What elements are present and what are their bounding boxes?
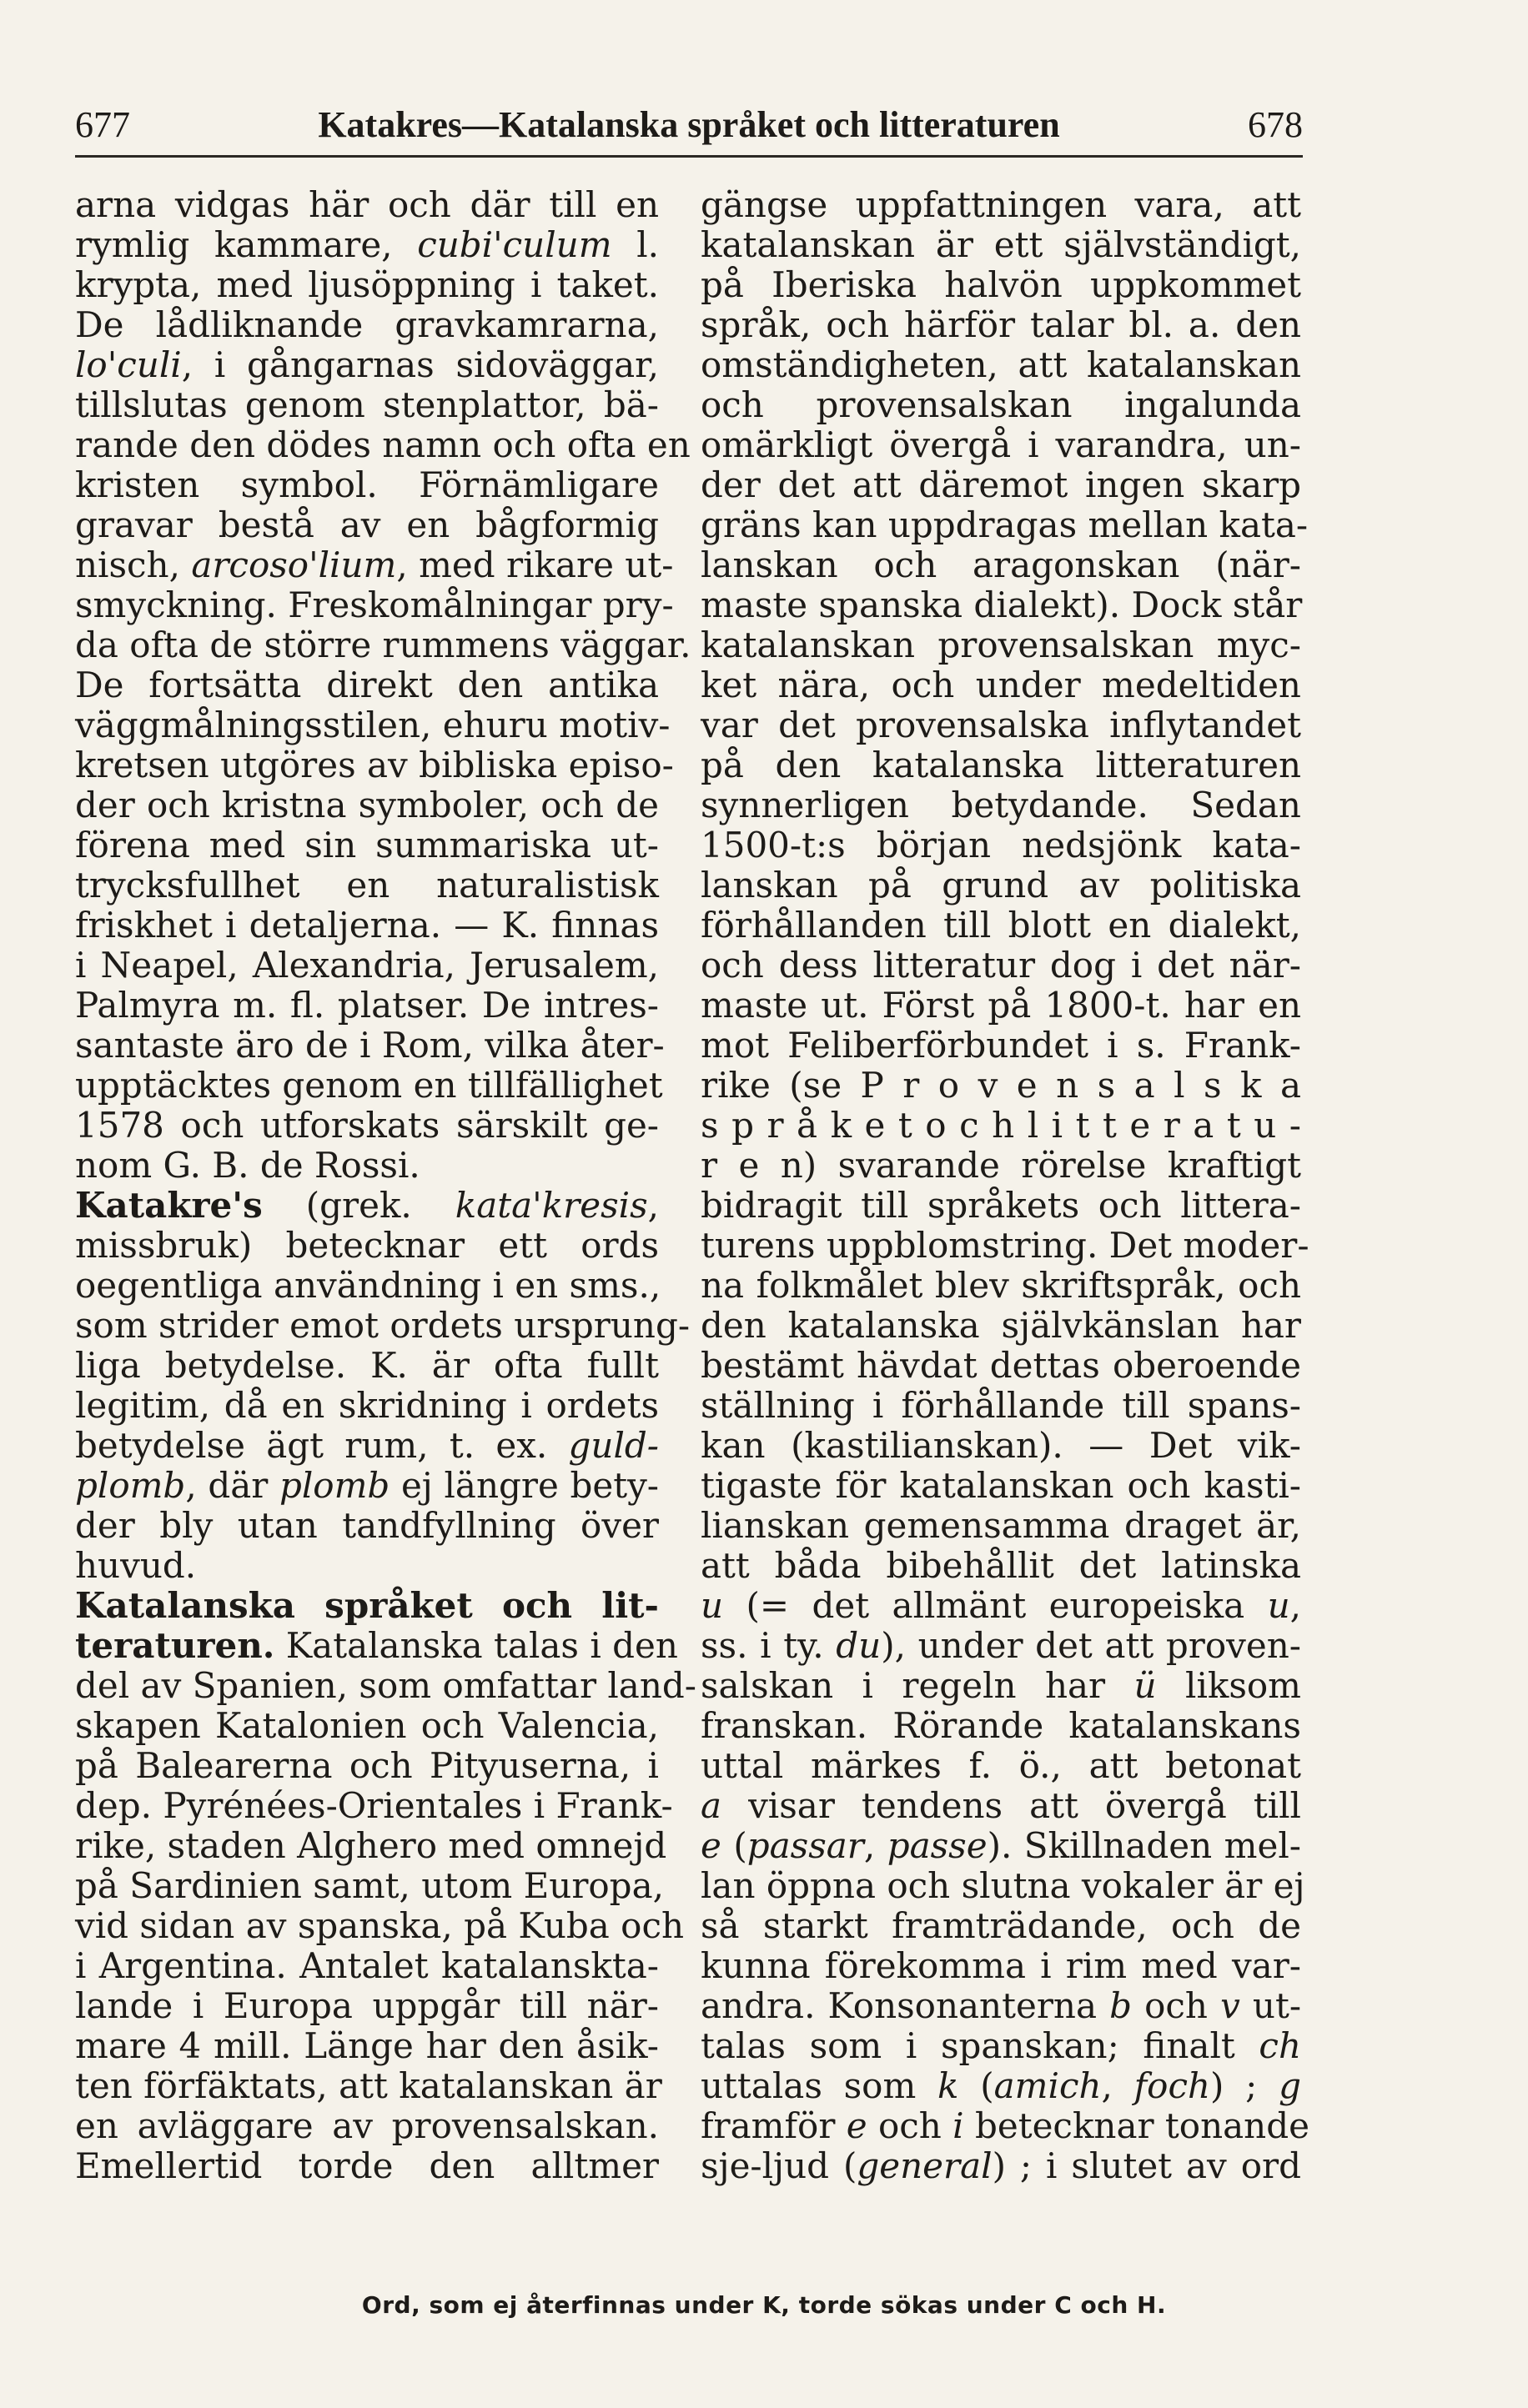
text-segment: , med rikare ut- [396, 544, 674, 585]
footnote: Ord, som ej återfinnas under K, torde sökas under C och H. [361, 2291, 1167, 2319]
text-segment: Katakre's [75, 1185, 263, 1226]
left-column [75, 184, 696, 2186]
text-segment: bestämt hävdat dettas oberoende [701, 1345, 1301, 1386]
text-segment: ut- [1239, 1985, 1302, 2026]
text-segment: rymlig kammare, [75, 224, 418, 265]
text-segment: u [1267, 1585, 1290, 1626]
text-segment: santaste äro de i Rom, vilka åter- [75, 1025, 665, 1066]
text-line [701, 1865, 1305, 1906]
text-segment: synnerligen betydande. Sedan [701, 785, 1301, 825]
text-segment: rike (se P r o v e n s a l s k a [701, 1065, 1301, 1106]
text-segment: da ofta de större rummens väggar. [75, 625, 691, 665]
text-segment: ü [1133, 1665, 1157, 1706]
text-line [701, 2026, 1301, 2066]
text-line [701, 305, 1301, 345]
running-title: Katakres—Katalanska språket och litteraturen [318, 104, 1060, 145]
text-segment: oegentliga användning i en sms., [75, 1265, 661, 1306]
text-segment: vid sidan av spanska, på Kuba och [75, 1905, 685, 1946]
text-line [75, 544, 674, 585]
text-segment: trycksfullhet en naturalistisk [75, 865, 659, 906]
text-segment: mot Feliberförbundet i s. Frank- [701, 1025, 1301, 1066]
text-segment: der och kristna symboler, och de [75, 785, 659, 825]
text-line [701, 2146, 1301, 2186]
text-segment: och provensalskan ingalunda [701, 384, 1301, 425]
text-line [701, 1706, 1301, 1746]
text-segment: ( [958, 2065, 994, 2106]
text-line [75, 825, 659, 865]
text-segment: der bly utan tandfyllning över [75, 1505, 659, 1546]
text-line [75, 625, 691, 665]
text-segment: ej längre bety- [390, 1465, 660, 1506]
text-segment: r e n) svarande rörelse kraftigt [701, 1145, 1301, 1186]
text-segment: lanskan och aragonskan (när- [701, 544, 1301, 585]
text-line [75, 185, 659, 225]
text-line [701, 1426, 1301, 1466]
text-segment: ch [1259, 2025, 1301, 2066]
text-segment: lanskan på grund av politiska [701, 865, 1301, 906]
text-line [75, 1785, 673, 1826]
text-line [701, 705, 1301, 745]
text-line [75, 1266, 659, 1306]
text-segment: der det att däremot ingen skarp [701, 464, 1301, 505]
text-segment: ). Skillnaden mel- [987, 1825, 1301, 1866]
text-line [701, 1026, 1301, 1066]
text-line [701, 1746, 1301, 1786]
text-line [75, 1506, 659, 1546]
text-segment: , [647, 1185, 659, 1226]
text-line [701, 185, 1301, 225]
text-segment: maste ut. Först på 1800-t. har en [701, 985, 1301, 1026]
text-segment: cubi'culum [417, 224, 612, 265]
text-segment: skapen Katalonien och Valencia, [75, 1705, 659, 1746]
text-segment: betecknar tonande [963, 2105, 1309, 2146]
text-segment: b [1109, 1985, 1132, 2026]
text-line [701, 2105, 1309, 2146]
text-segment: rande den dödes namn och ofta en [75, 424, 691, 465]
text-segment: lan öppna och slutna vokaler är ej [701, 1865, 1305, 1906]
text-segment: Katalanska språket och lit- [75, 1585, 659, 1626]
text-segment: De fortsätta direkt den antika [75, 665, 659, 705]
text-line [701, 745, 1301, 785]
text-line [701, 1546, 1301, 1586]
text-segment: Emellertid torde den alltmer [75, 2145, 659, 2186]
text-line [701, 2066, 1301, 2106]
text-segment: turens uppblomstring. Det moder- [701, 1225, 1309, 1266]
text-segment: i Neapel, Alexandria, Jerusalem, [75, 945, 659, 986]
text-segment: krypta, med ljusöppning i taket. [75, 264, 659, 305]
text-line [75, 1346, 659, 1386]
text-segment: huvud. [75, 1545, 197, 1586]
text-line [75, 865, 659, 906]
text-segment: smyckning. Freskomålningar pry- [75, 584, 674, 625]
text-segment: kunna förekomma i rim med var- [701, 1945, 1301, 1986]
text-line [75, 345, 659, 385]
text-segment: ten förfäktats, att katalanskan är [75, 2065, 662, 2106]
text-segment: nom G. B. de Rossi. [75, 1145, 420, 1186]
text-segment: upptäcktes genom en tillfällighet [75, 1065, 663, 1106]
text-segment: talas som i spanskan; finalt [701, 2025, 1259, 2066]
text-segment: salskan i regeln har [701, 1665, 1134, 1706]
header-rule [75, 155, 1303, 158]
text-line [75, 1025, 665, 1066]
text-segment: u [701, 1585, 724, 1626]
text-line [75, 1905, 685, 1946]
text-segment: k [937, 2065, 959, 2106]
text-segment: a [701, 1785, 722, 1826]
text-line [701, 1106, 1301, 1146]
text-segment: lianskan gemensamma draget är, [701, 1505, 1301, 1546]
text-segment: s p r å k e t o c h l i t t e r a t u - [701, 1105, 1301, 1146]
text-segment: på Sardinien samt, utom Europa, [75, 1865, 664, 1906]
text-line [75, 265, 659, 305]
text-line [75, 1625, 678, 1666]
text-segment: du [836, 1625, 882, 1666]
text-segment: arna vidgas här och där till en [75, 184, 659, 225]
text-segment: ket nära, och under medeltiden [701, 665, 1301, 705]
text-line [701, 1666, 1301, 1706]
text-line [701, 1146, 1301, 1186]
text-segment: betydelse ägt rum, t. ex. [75, 1425, 569, 1466]
text-line [701, 625, 1301, 665]
text-segment: passar [746, 1825, 864, 1866]
text-line [75, 1706, 659, 1746]
text-line [75, 1665, 696, 1706]
text-segment: kretsen utgöres av bibliska episo- [75, 745, 674, 785]
text-segment: på den katalanska litteraturen [701, 745, 1301, 785]
text-line [75, 2026, 659, 2066]
text-segment: andra. Konsonanterna [701, 1985, 1110, 2026]
text-segment: lo'culi [75, 344, 182, 385]
text-line [75, 1986, 659, 2026]
text-line [75, 2065, 662, 2106]
text-line [701, 1346, 1301, 1386]
text-segment: gravar bestå av en bågformig [75, 504, 659, 545]
text-line [701, 1986, 1301, 2026]
text-segment: friskhet i detaljerna. — K. finnas [75, 905, 659, 946]
text-line [701, 225, 1301, 265]
text-line [75, 1466, 659, 1506]
text-line [701, 504, 1309, 545]
text-segment: , i gångarnas sidoväggar, [181, 344, 659, 385]
text-segment: ( [721, 1825, 747, 1866]
text-segment: e [701, 1825, 721, 1866]
text-segment: (= det allmänt europeiska [723, 1585, 1268, 1626]
text-segment: teraturen. [75, 1625, 275, 1666]
text-segment: legitim, då en skridning i ordets [75, 1385, 659, 1426]
text-segment: missbruk) betecknar ett ords [75, 1225, 659, 1266]
text-line [701, 1466, 1301, 1506]
text-segment: , [1101, 2065, 1134, 2106]
text-line [701, 1506, 1301, 1546]
text-segment: l. [611, 224, 659, 265]
text-segment: franskan. Rörande katalanskans [701, 1705, 1301, 1746]
text-segment: plomb [279, 1465, 390, 1506]
text-segment: ställning i förhållande till spans- [701, 1385, 1301, 1426]
text-segment: mare 4 mill. Länge har den åsik- [75, 2025, 659, 2066]
text-line [701, 585, 1301, 625]
text-line [701, 1586, 1301, 1626]
text-segment: passe [887, 1825, 988, 1866]
text-line [75, 906, 659, 946]
text-line [701, 906, 1301, 946]
text-segment: ss. i ty. [701, 1625, 837, 1666]
text-line [75, 1426, 659, 1466]
text-segment: ) ; i slutet av ord [992, 2145, 1301, 2186]
text-segment: ), under det att proven- [881, 1625, 1301, 1666]
text-line [75, 745, 674, 785]
text-segment: katalanskan provensalskan myc- [701, 625, 1301, 665]
text-line [701, 825, 1301, 865]
text-line [75, 1946, 659, 1986]
text-line [701, 1826, 1301, 1866]
text-segment: foch [1133, 2065, 1211, 2106]
text-segment: att båda bibehållit det latinska [701, 1545, 1301, 1586]
text-segment: sje-ljud ( [701, 2145, 857, 2186]
text-segment: , [863, 1825, 887, 1866]
text-segment: general [857, 2145, 993, 2186]
text-segment: på Balearerna och Pityuserna, i [75, 1745, 659, 1786]
text-line [75, 1226, 659, 1266]
text-line [75, 946, 659, 986]
text-segment: en avläggare av provensalskan. [75, 2105, 659, 2146]
text-line [701, 425, 1301, 465]
text-line [75, 584, 674, 625]
text-line [75, 1065, 663, 1106]
text-line [75, 1305, 691, 1346]
text-segment: så starkt framträdande, och de [701, 1905, 1301, 1946]
text-segment: gängse uppfattningen vara, att [701, 184, 1301, 225]
text-segment: uttalas som [701, 2065, 938, 2106]
running-header [75, 93, 1303, 143]
text-line [75, 1146, 659, 1186]
text-line [75, 465, 659, 505]
text-segment: lande i Europa uppgår till när- [75, 1985, 659, 2026]
text-segment: förena med sin summariska ut- [75, 825, 659, 865]
text-segment: arcoso'lium [191, 544, 397, 585]
text-line [701, 345, 1301, 385]
text-line [701, 946, 1301, 986]
text-segment: och dess litteratur dog i det när- [701, 945, 1301, 986]
text-segment: , där [185, 1465, 279, 1506]
text-line [75, 1186, 659, 1226]
text-segment: plomb [75, 1465, 186, 1506]
text-line [701, 986, 1301, 1026]
right-column [701, 184, 1309, 2186]
text-line [701, 1225, 1309, 1266]
text-line [701, 545, 1301, 585]
text-segment: på Iberiska halvön uppkommet [701, 264, 1301, 305]
text-line [75, 1825, 667, 1866]
text-line [701, 665, 1301, 705]
text-segment: omärkligt övergå i varandra, un- [701, 424, 1301, 465]
text-segment: i [952, 2105, 964, 2146]
text-segment: Katalanska talas i den [274, 1625, 678, 1666]
text-segment: (grek. [262, 1185, 455, 1226]
text-line [75, 305, 659, 345]
text-line [75, 1746, 659, 1786]
text-line [75, 1865, 664, 1906]
text-line [75, 785, 659, 825]
text-segment: och [867, 2105, 953, 2146]
text-segment: tigaste för katalanskan och kasti- [701, 1465, 1301, 1506]
text-segment: 1578 och utforskats särskilt ge- [75, 1105, 659, 1146]
text-segment: och [1132, 1985, 1221, 2026]
text-segment: e [846, 2105, 867, 2146]
text-segment: kan (kastilianskan). — Det vik- [701, 1425, 1301, 1466]
text-segment: , [1289, 1585, 1301, 1626]
text-segment: kristen symbol. Förnämligare [75, 464, 659, 505]
text-line [75, 1586, 659, 1626]
text-line [701, 1946, 1301, 1986]
text-line [701, 785, 1301, 825]
text-line [75, 705, 671, 745]
text-segment: amich [993, 2065, 1102, 2106]
text-segment: förhållanden till blott en dialekt, [701, 905, 1301, 946]
text-segment: g [1279, 2065, 1301, 2106]
text-segment: i Argentina. Antalet katalanskta- [75, 1945, 659, 1986]
text-segment: bidragit till språkets och littera- [701, 1185, 1301, 1226]
text-line [75, 2146, 659, 2186]
text-segment: De lådliknande gravkamrarna, [75, 304, 659, 345]
text-segment: maste spanska dialekt). Dock står [701, 584, 1303, 625]
text-line [75, 385, 659, 425]
text-segment: katalanskan är ett självständigt, [701, 224, 1301, 265]
text-line [701, 865, 1301, 906]
text-segment: guld- [568, 1425, 659, 1466]
text-line [701, 1906, 1301, 1946]
text-segment: del av Spanien, som omfattar land- [75, 1665, 696, 1706]
text-segment: framför [701, 2105, 847, 2146]
text-segment: v [1220, 1985, 1240, 2026]
text-segment: rike, staden Alghero med omnejd [75, 1825, 667, 1866]
text-line [75, 1546, 659, 1586]
text-segment: visar tendens att övergå till [721, 1785, 1301, 1826]
left-page-number: 677 [75, 104, 130, 145]
text-segment: som strider emot ordets ursprung- [75, 1305, 691, 1346]
text-line [701, 1786, 1301, 1826]
text-segment: liga betydelse. K. är ofta fullt [75, 1345, 659, 1386]
text-segment: nisch, [75, 544, 192, 585]
text-line [75, 986, 659, 1026]
text-line [75, 424, 691, 465]
text-line [701, 385, 1301, 425]
text-segment: liksom [1156, 1665, 1301, 1706]
text-line [75, 665, 659, 705]
text-segment: Palmyra m. fl. platser. De intres- [75, 985, 659, 1026]
text-segment: omständigheten, att katalanskan [701, 344, 1301, 385]
text-segment: väggmålningsstilen, ehuru motiv- [75, 705, 671, 745]
text-line [701, 1386, 1301, 1426]
text-segment: gräns kan uppdragas mellan kata- [701, 504, 1309, 545]
text-line [701, 1626, 1301, 1666]
text-segment: språk, och härför talar bl. a. den [701, 304, 1301, 345]
text-segment: ) ; [1210, 2065, 1279, 2106]
text-line [701, 1186, 1301, 1226]
text-line [75, 2106, 659, 2146]
text-segment: tillslutas genom stenplattor, bä- [75, 384, 659, 425]
text-segment: var det provensalska inflytandet [701, 705, 1301, 745]
text-line [75, 505, 659, 545]
text-line [75, 1386, 659, 1426]
text-line [701, 1066, 1301, 1106]
text-line [75, 1106, 659, 1146]
text-line [701, 465, 1301, 505]
text-segment: uttal märkes f. ö., att betonat [701, 1745, 1301, 1786]
right-page-number: 678 [1247, 104, 1303, 145]
text-line [701, 265, 1301, 305]
text-line [701, 1306, 1301, 1346]
text-segment: na folkmålet blev skriftspråk, och [701, 1265, 1301, 1306]
text-segment: den katalanska självkänslan har [701, 1305, 1301, 1346]
text-segment: kata'kresis [455, 1185, 648, 1226]
text-segment: 1500-t:s början nedsjönk kata- [701, 825, 1301, 865]
text-line [701, 1266, 1301, 1306]
text-segment: dep. Pyrénées-Orientales i Frank- [75, 1785, 673, 1826]
text-line [75, 225, 659, 265]
